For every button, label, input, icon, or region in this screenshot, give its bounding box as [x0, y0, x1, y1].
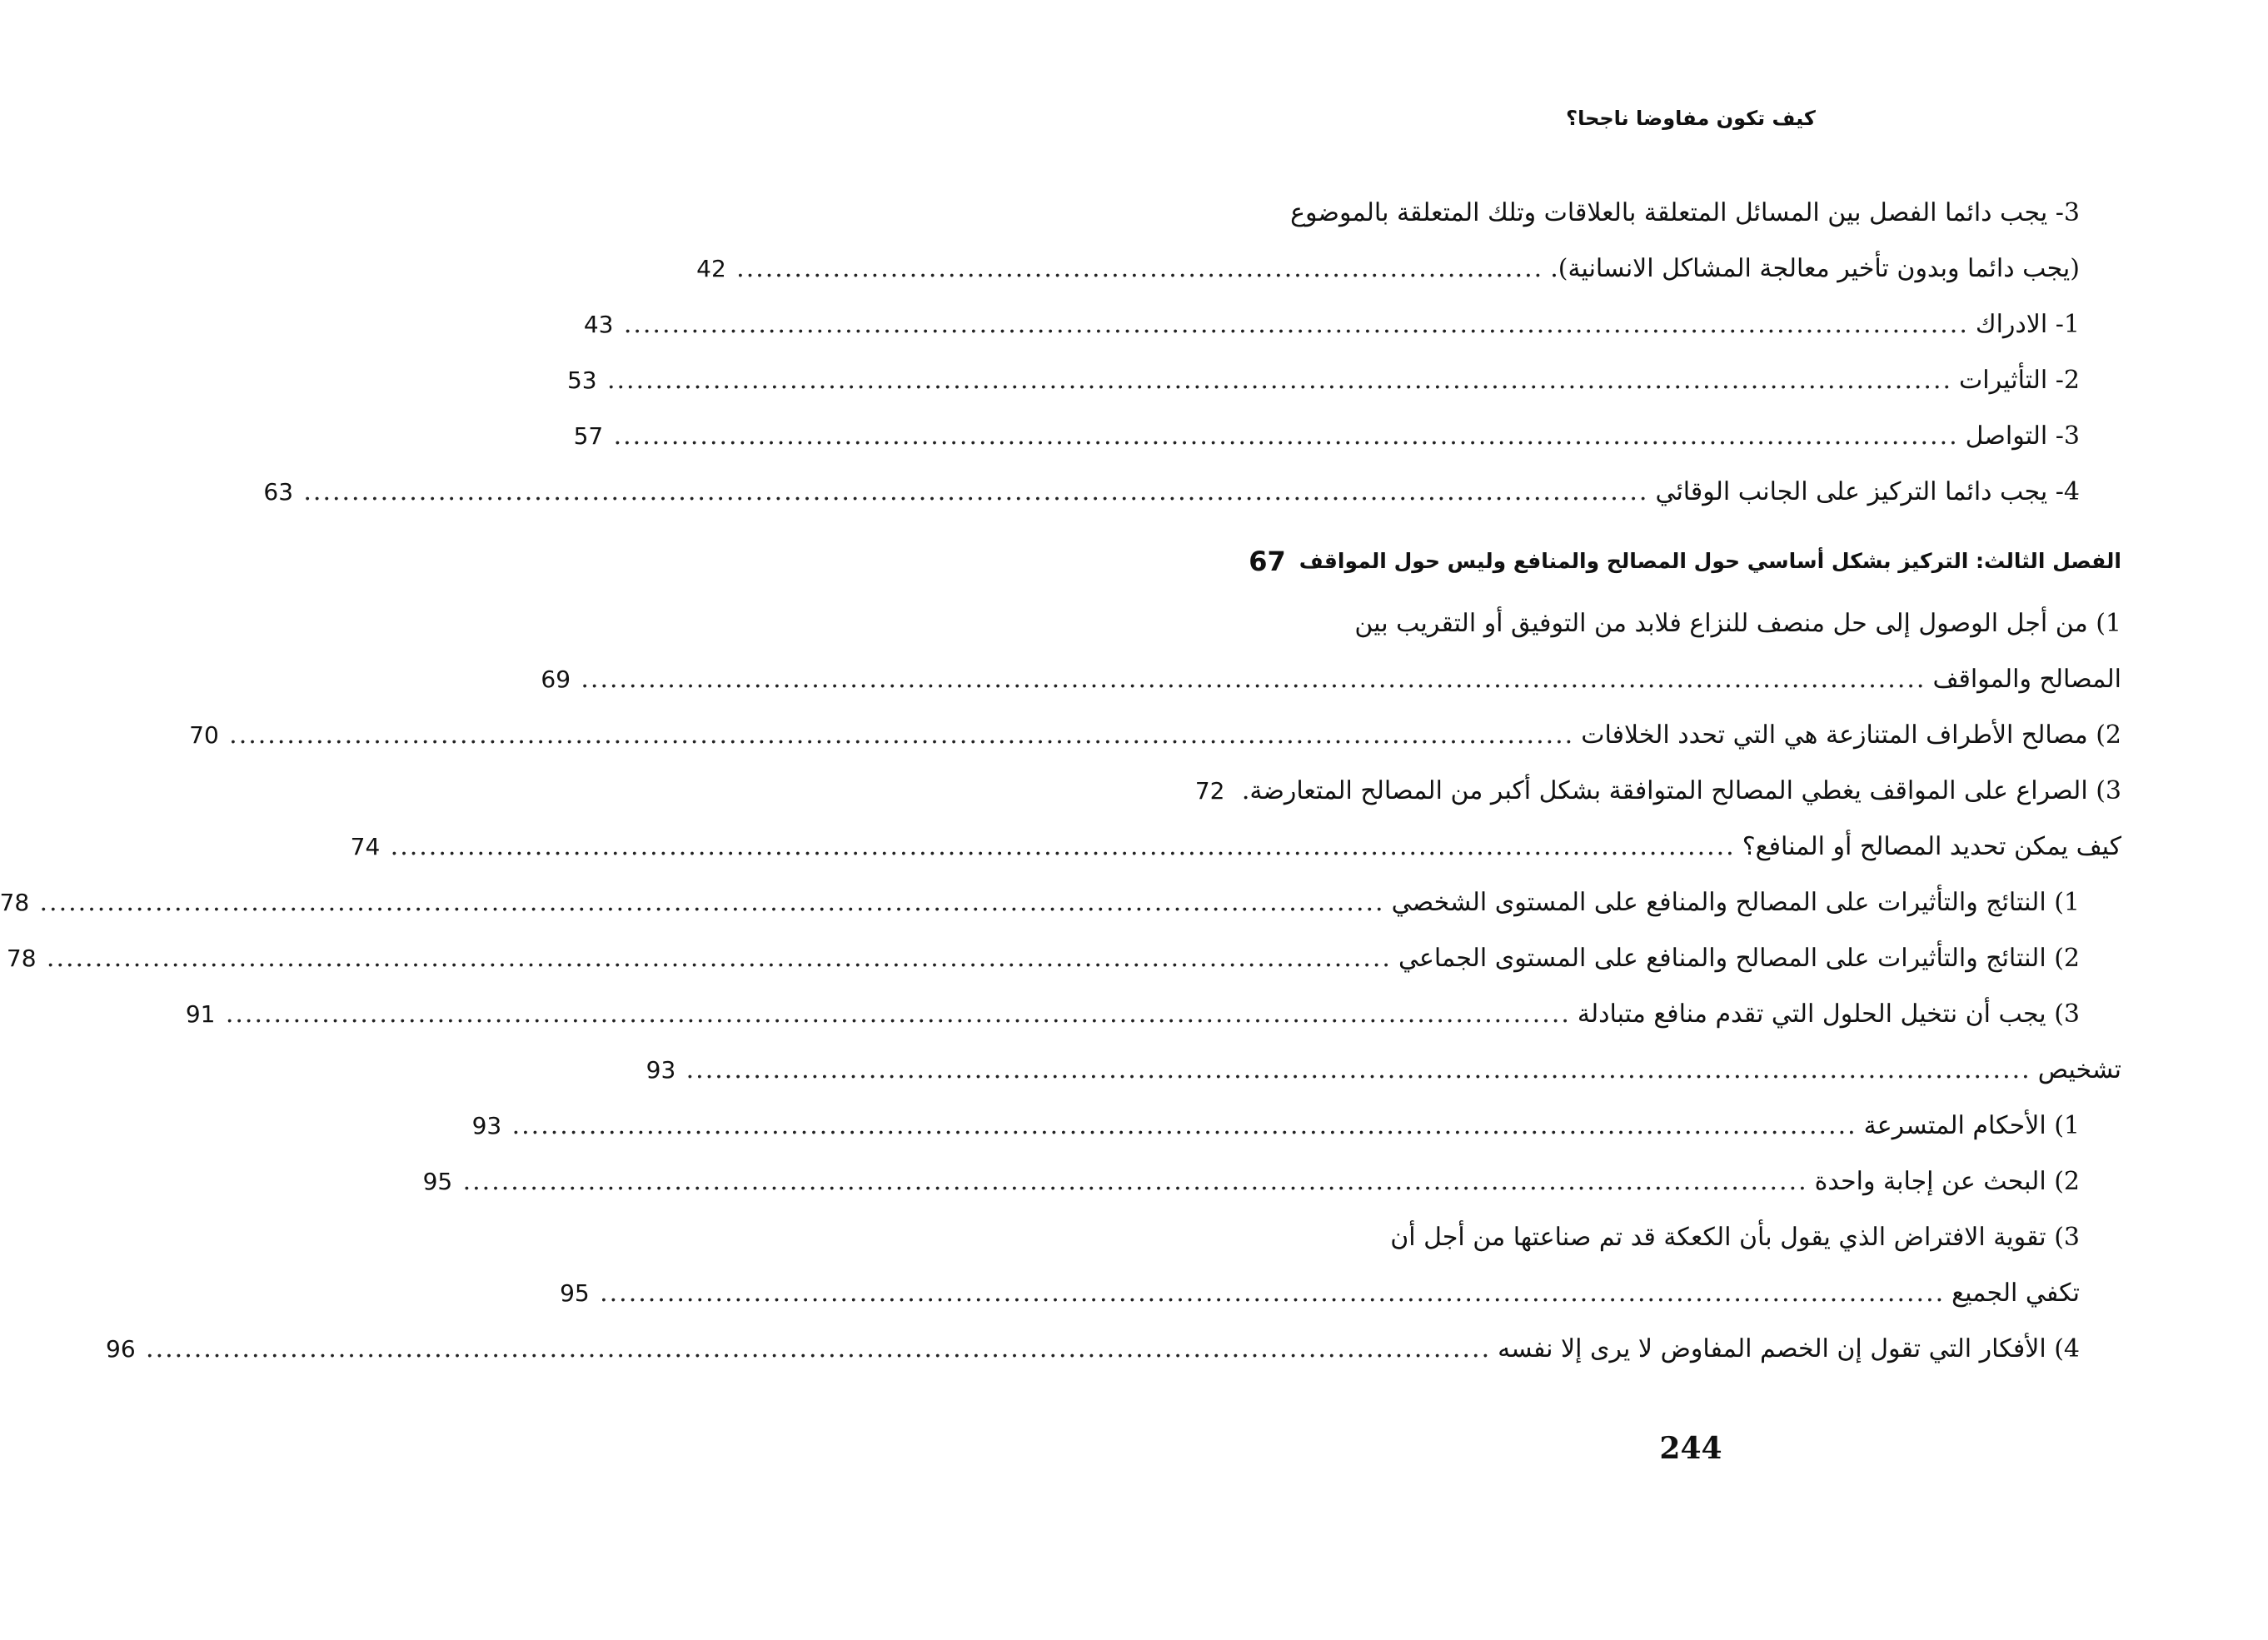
toc-entry-text: 1) الأحكام المتسرعة [1863, 1111, 2080, 1140]
toc-entry [185, 986, 2121, 1042]
toc-page-number: 93 [471, 1112, 502, 1139]
toc-entry-text: تكفي الجميع [1951, 1279, 2080, 1308]
toc-entry [646, 1042, 2121, 1098]
toc-entry-text: (يجب دائما وبدون تأخير معالجة المشاكل الانسانية). [1550, 254, 2080, 283]
toc-entry-text: 1- الادراك [1975, 310, 2080, 339]
toc-page-number: 95 [422, 1168, 453, 1195]
toc-entry-text: 3) الصراع على المواقف يغطي المصالح المتوافقة بشكل أكبر من المصالح المتعارضة. [1241, 776, 2121, 805]
dot-leader: ............................................................................................................................................ [581, 665, 1927, 694]
toc-entry [566, 352, 2121, 408]
toc-entry-text: 2) النتائج والتأثيرات على المصالح والمنافع على المستوى الجماعي [1398, 944, 2080, 973]
toc-entry-text: 3- التواصل [1965, 421, 2080, 451]
toc-entry [422, 1154, 2121, 1209]
dot-leader: ............................................................................................................................................ [46, 944, 1392, 973]
toc-entry-text: 3- يجب دائما الفصل بين المسائل المتعلقة بالعلاقات وتلك المتعلقة بالموضوع [1290, 198, 2080, 227]
dot-leader: ............................................................................................................................................ [39, 888, 1385, 917]
toc-page-number: 78 [6, 945, 37, 972]
toc-entry [1276, 185, 2121, 241]
toc-page-number: 78 [0, 889, 30, 916]
toc-page-number: 96 [106, 1335, 136, 1363]
toc-entry-text: 1) النتائج والتأثيرات على المصالح والمنافع على المستوى الشخصي [1391, 888, 2080, 917]
toc-entry-text: 2- التأثيرات [1959, 366, 2080, 395]
table-of-contents [0, 185, 2121, 1377]
toc-entry [106, 1321, 2121, 1377]
dot-leader: ............................................................................................................................................ [685, 1055, 2031, 1084]
toc-entry [541, 651, 2121, 707]
toc-entry-text: 4) الأفكار التي تقول إن الخصم المفاوض لا يرى إلا نفسه [1498, 1334, 2080, 1363]
dot-leader: ............................................................................................................................................ [623, 310, 1969, 339]
toc-entry-text: 3) تقوية الافتراض الذي يقول بأن الكعكة قد تم صناعتها من أجل أن [1390, 1223, 2080, 1252]
toc-entry-text: المصالح والمواقف [1932, 665, 2121, 694]
toc-page-number: 70 [189, 721, 219, 749]
toc-entry [696, 241, 2121, 297]
toc-page-number: 43 [583, 311, 614, 338]
toc-page-number: 91 [185, 1000, 216, 1028]
toc-chapter-heading [1249, 533, 2121, 589]
toc-page-number: 93 [646, 1056, 676, 1084]
toc-entry [1194, 763, 2121, 819]
toc-entry-text: 1) من أجل الوصول إلى حل منصف للنزاع فلابد من التوفيق أو التقريب بين [1354, 609, 2121, 638]
toc-page-number: 67 [1249, 545, 1286, 577]
toc-entry [0, 875, 2121, 930]
toc-page-number: 57 [573, 422, 604, 450]
dot-leader: ............................................................................................................................................ [606, 366, 1953, 395]
toc-page-number: 74 [350, 833, 381, 860]
dot-leader: ............................................................................................................................................ [511, 1111, 1857, 1140]
dot-leader: ............................................................................................................................................ [225, 999, 1571, 1029]
dot-leader: ............................................................................................................................................ [303, 477, 1649, 506]
toc-entry [6, 930, 2121, 986]
toc-page-number: 72 [1194, 777, 1225, 805]
toc-page-number: 53 [566, 366, 597, 394]
dot-leader: ............................................................................................................................................ [229, 720, 1575, 750]
dot-leader: ............................................................................................................................................ [390, 832, 1736, 861]
toc-entry [1276, 1209, 2121, 1265]
toc-entry-text: كيف يمكن تحديد المصالح أو المنافع؟ [1742, 832, 2121, 861]
toc-entry [573, 408, 2121, 464]
toc-page-number: 95 [560, 1279, 590, 1307]
toc-entry [583, 297, 2121, 352]
running-header: كيف تكون مفاوضا ناجحا؟ [1566, 107, 1816, 130]
dot-leader: ............................................................................................................................................ [146, 1334, 1492, 1363]
dot-leader: ............................................................................................................................................ [600, 1279, 1946, 1308]
toc-entry-text: تشخيص [2037, 1055, 2121, 1084]
toc-entry-text: الفصل الثالث: التركيز بشكل أساسي حول المصالح والمنافع وليس حول المواقف [1298, 549, 2121, 573]
toc-entry [1276, 596, 2121, 651]
page-number: 244 [1659, 1431, 1722, 1466]
toc-entry [189, 707, 2121, 763]
dot-leader: ............................................................................................................................................ [613, 421, 1959, 451]
toc-entry [350, 819, 2121, 875]
toc-page-number: 69 [541, 665, 571, 693]
dot-leader: .................................................................................... [736, 254, 1544, 283]
toc-entry [471, 1098, 2121, 1154]
toc-page-number: 42 [696, 255, 726, 282]
toc-entry [560, 1265, 2121, 1321]
dot-leader: ............................................................................................................................................ [462, 1167, 1808, 1196]
toc-entry [263, 464, 2121, 520]
toc-entry-text: 3) يجب أن نتخيل الحلول التي تقدم منافع متبادلة [1577, 999, 2080, 1029]
toc-entry-text: 2) مصالح الأطراف المتنازعة هي التي تحدد الخلافات [1581, 720, 2121, 750]
toc-entry-text: 4- يجب دائما التركيز على الجانب الوقائي [1655, 477, 2080, 506]
toc-entry-text: 2) البحث عن إجابة واحدة [1814, 1167, 2080, 1196]
toc-page-number: 63 [263, 478, 294, 506]
